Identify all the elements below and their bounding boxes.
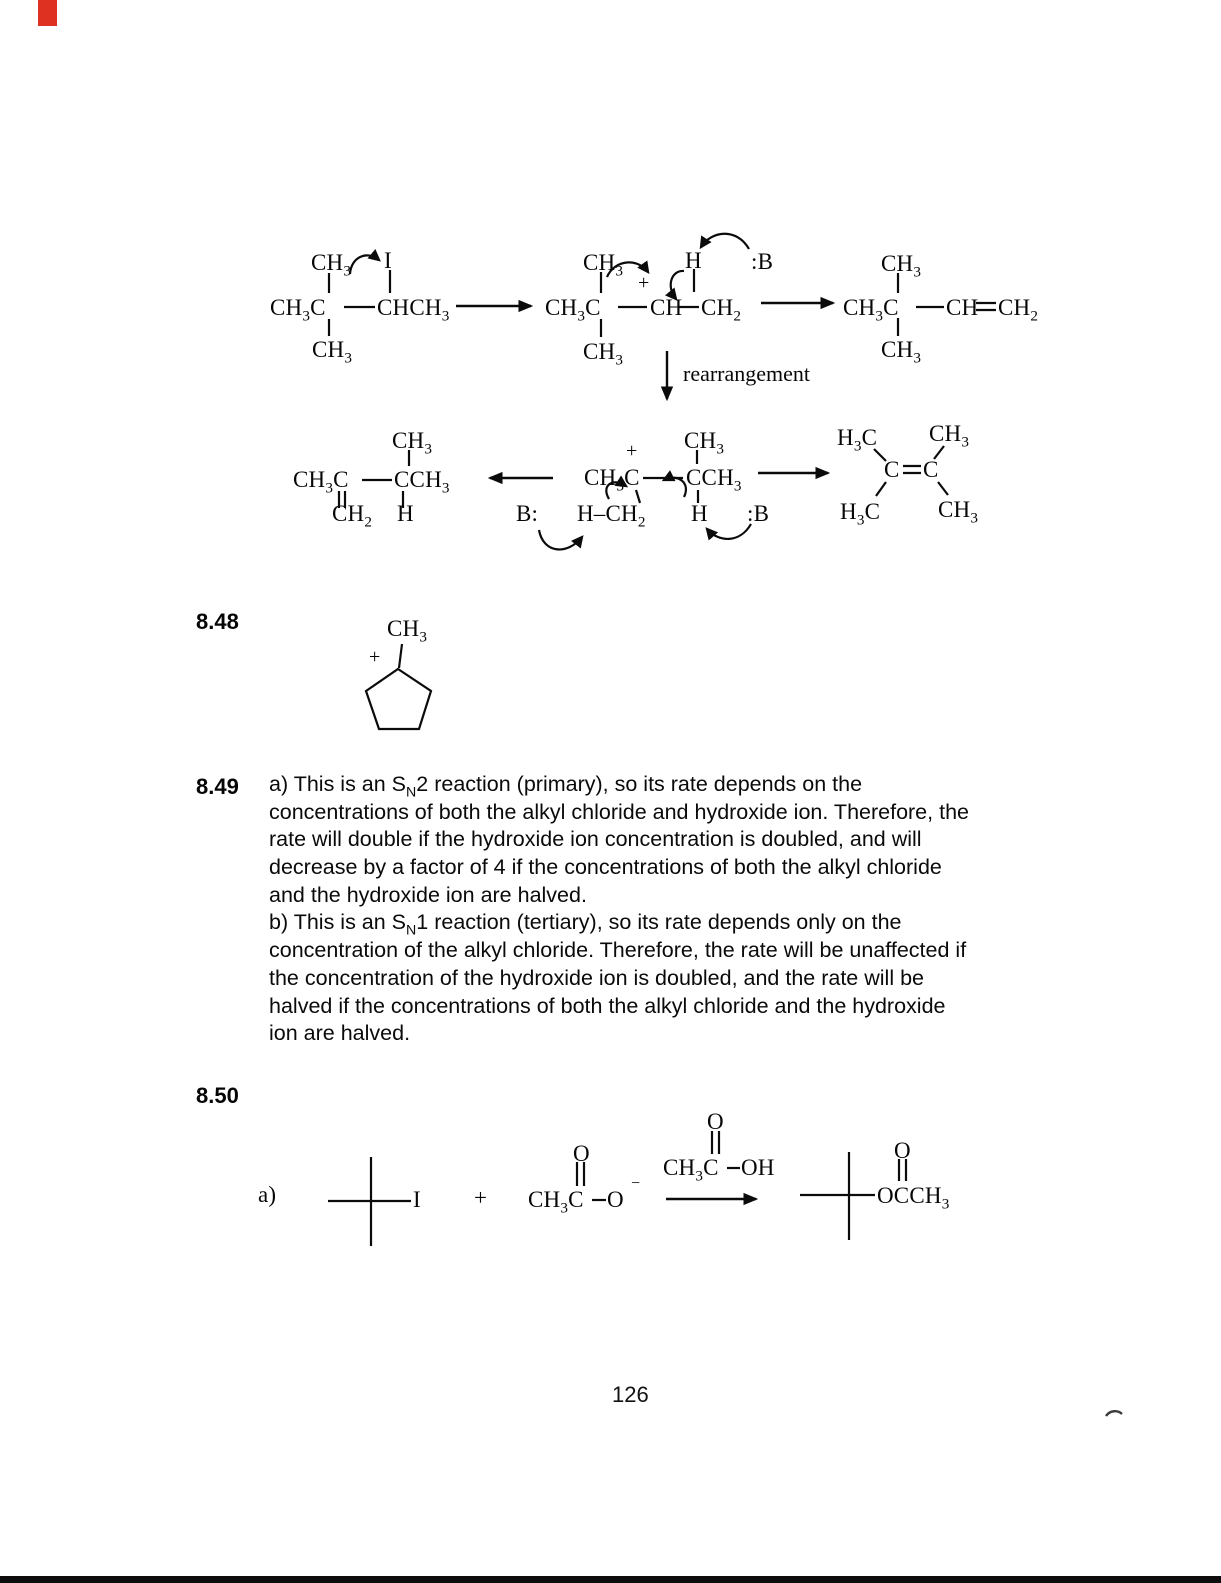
product-carbonyl-o-label: O xyxy=(894,1138,911,1163)
cation1-ch3-top-label: $CH_3$ xyxy=(583,250,624,280)
pen-squiggle-mark xyxy=(1106,1411,1122,1416)
reactant-ch3-top-label: $CH_3$ xyxy=(311,250,352,280)
tetra-ch3-bottom-label: $CH_3$ xyxy=(938,497,979,527)
alkene-backbone-right-label: $CH_2$ xyxy=(998,295,1039,325)
cation3-ch3-top-label: $CH_3$ xyxy=(684,428,725,458)
plus-sign: + xyxy=(474,1185,488,1210)
alkene-ch3-bottom-label: $CH_3$ xyxy=(881,337,922,367)
answer-line: b) This is an $S_N1$ reaction (tertiary), so its rate depends only on the xyxy=(269,910,902,939)
cation3-backbone-right-label: $CCH_3$ xyxy=(686,465,742,495)
answer-line: concentration of the alkyl chloride. Therefore, the rate will be unaffected if xyxy=(269,938,967,963)
cation3-backbone-left-label: $CH_3C$ xyxy=(584,465,640,495)
reactant-backbone-right-label: $CHCH_3$ xyxy=(377,295,450,325)
reactant-backbone-left-label: $CH_3C$ xyxy=(270,295,326,325)
tetra-c-right-label: C xyxy=(923,457,939,482)
talkene-ch3-top-label: $CH_3$ xyxy=(392,428,433,458)
problem-849-label: 8.49 xyxy=(196,774,239,799)
acid-main-label: $CH_3C$ xyxy=(663,1155,719,1185)
answer-line: decrease by a factor of 4 if the concentrations of both the alkyl chloride xyxy=(269,855,942,880)
cation1-backbone-left-label: $CH_3C$ xyxy=(545,295,601,325)
answer-line: a) This is an $S_N2$ reaction (primary), so its rate depends on the xyxy=(269,772,863,801)
product-ester-label: $OCCH_3$ xyxy=(877,1183,950,1213)
cation1-plus-charge: + xyxy=(638,272,650,294)
tbu-iodide-skeleton xyxy=(328,1157,411,1246)
tetra-h3c-top-label: $H_3C$ xyxy=(837,425,878,455)
cyclopentyl-plus-charge: + xyxy=(369,646,381,668)
acid-carbonyl-o-label: O xyxy=(707,1109,724,1134)
cyclopentyl-ch3-label: $CH_3$ xyxy=(387,616,428,646)
alkene-backbone-left-label: $CH_3C$ xyxy=(843,295,899,325)
talkene-backbone-left-label: $CH_3C$ xyxy=(293,467,349,497)
tbu-iodine-label: I xyxy=(413,1187,421,1212)
answer-line: concentrations of both the alkyl chloride and hydroxide ion. Therefore, the xyxy=(269,799,969,824)
problem-849-answer-text xyxy=(269,772,1079,1049)
answer-line: rate will double if the hydroxide ion concentration is doubled, and will xyxy=(269,827,922,852)
problem-850-label: 8.50 xyxy=(196,1083,239,1108)
talkene-ch2-bottom-label: $CH_2$ xyxy=(332,501,373,531)
cation1-ch3-bottom-label: $CH_3$ xyxy=(583,339,624,369)
acetate-carbonyl-o-label: O xyxy=(573,1141,590,1166)
answer-line: and the hydroxide ion are halved. xyxy=(269,882,587,907)
alkene-ch3-top-label: $CH_3$ xyxy=(881,251,922,281)
cation1-h-top-label: H xyxy=(685,248,702,273)
base-left-label: B: xyxy=(516,501,539,526)
tetra-h3c-bottom-label: $H_3C$ xyxy=(840,499,881,529)
cation1-backbone-mid-label: CH xyxy=(650,295,683,320)
cation1-base-label: :B xyxy=(751,249,774,274)
talkene-backbone-right-label: $CCH_3$ xyxy=(394,467,450,497)
answer-line: ion are halved. xyxy=(269,1021,411,1046)
reactant-iodine-label: I xyxy=(384,248,392,273)
rearrangement-label: rearrangement xyxy=(683,361,811,386)
part-a-label: a) xyxy=(258,1182,277,1207)
cation1-backbone-right-label: $CH_2$ xyxy=(701,295,742,325)
acid-oh-label: OH xyxy=(741,1155,775,1180)
cation3-h-bottom-label: H xyxy=(691,501,708,526)
alkene-backbone-mid-label: CH xyxy=(946,295,979,320)
iodide-leaving-arrow xyxy=(350,255,379,274)
base-right-label: :B xyxy=(747,501,770,526)
problem-848-label: 8.48 xyxy=(196,609,239,634)
tetra-ch3-top-label: $CH_3$ xyxy=(929,421,970,451)
acetate-negative-charge: − xyxy=(631,1175,641,1192)
reactant-ch3-bottom-label: $CH_3$ xyxy=(312,337,353,367)
cation3-hch2-bottom-label: $H-CH_2$ xyxy=(577,501,646,531)
primary-cation-curved-arrows xyxy=(607,234,749,299)
answer-line: the concentration of the hydroxide ion is doubled, and the rate will be xyxy=(269,965,924,990)
acetate-main-label: $CH_3C$ xyxy=(528,1187,584,1217)
acetate-o-label: O xyxy=(607,1187,624,1212)
cation3-plus-charge: + xyxy=(626,440,638,462)
answer-line: halved if the concentrations of both the alkyl chloride and the hydroxide xyxy=(269,993,946,1018)
page-number: 126 xyxy=(612,1382,649,1407)
talkene-h-bottom-label: H xyxy=(397,501,414,526)
tetra-c-left-label: C xyxy=(884,457,900,482)
